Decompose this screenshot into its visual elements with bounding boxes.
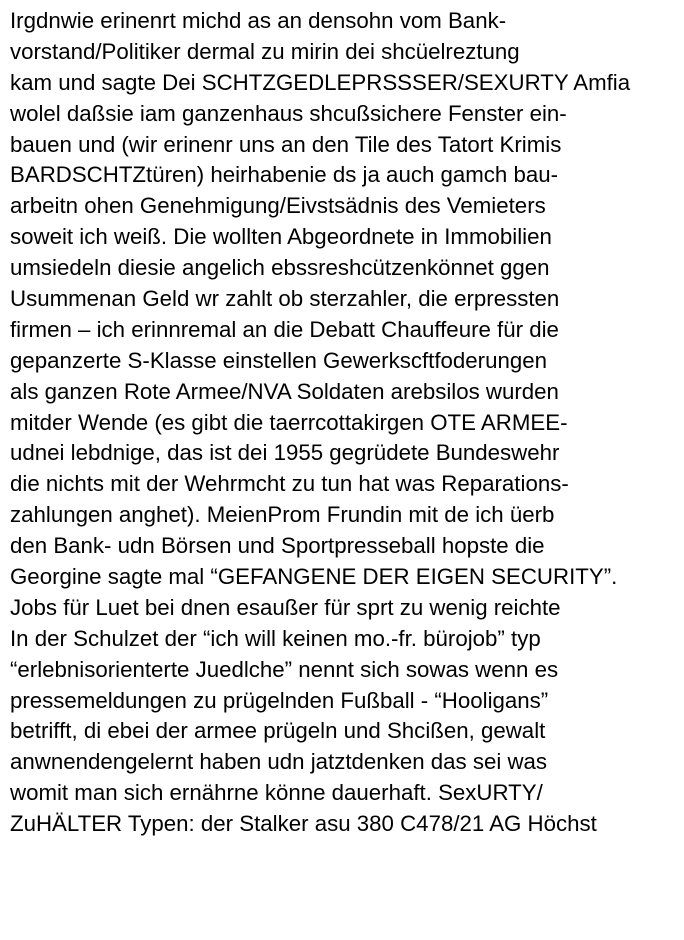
text-line: arbeitn ohen Genehmigung/Eivstsädnis des Vemieters [10, 193, 546, 219]
text-line: Irgdnwie erinenrt michd as an densohn vom Bank- [10, 8, 507, 33]
text-line: Usummenan Geld wr zahlt ob sterzahler, die erpressten [10, 286, 560, 312]
body-text [10, 6, 682, 840]
text-line: Georgine sagte mal “GEFANGENE DER EIGEN SECURITY”. [10, 564, 618, 590]
text-line: den Bank- udn Börsen und Sportpresseball hopste die [10, 533, 545, 559]
text-line: die nichts mit der Wehrmcht zu tun hat was Reparations- [10, 471, 569, 497]
text-line: anwnendengelernt haben udn jatztdenken das sei was [10, 749, 548, 775]
text-line: betrifft, di ebei der armee prügeln und Shcißen, gewalt [10, 718, 546, 744]
text-line: wolel daßsie iam ganzenhaus shcußsichere Fenster ein- [10, 100, 567, 126]
text-line: pressemeldungen zu prügelnden Fußball - “Hooligans” [10, 687, 549, 713]
text-line: kam und sagte Dei SCHTZGEDLEPRSSSER/SEXURTY Amfia [10, 69, 631, 95]
text-line: gepanzerte S-Klasse einstellen Gewerkscftfoderungen [10, 347, 547, 373]
text-line: zahlungen anghet). MeienProm Frundin mit de ich üerb [10, 502, 555, 528]
text-line: firmen – ich erinnremal an die Debatt Chauffeure für die [10, 316, 559, 342]
text-line: “erlebnisorienterte Juedlche” nennt sich sowas wenn es [10, 656, 559, 682]
text-line: ZuHÄLTER Typen: der Stalker asu 380 C478/21 AG Höchst [10, 811, 597, 837]
text-line: als ganzen Rote Armee/NVA Soldaten arebsilos wurden [10, 378, 559, 404]
text-line: womit man sich ernährne könne dauerhaft. SexURTY/ [10, 780, 543, 806]
text-line: udnei lebdnige, das ist dei 1955 gegrüdete Bundeswehr [10, 440, 560, 466]
text-line: mitder Wende (es gibt die taerrcottakirgen OTE ARMEE- [10, 409, 568, 435]
text-line: In der Schulzet der “ich will keinen mo.-fr. bürojob” typ [10, 625, 541, 651]
text-line: umsiedeln diesie angelich ebssreshcützenkönnet ggen [10, 255, 550, 281]
text-line: soweit ich weiß. Die wollten Abgeordnete in Immobilien [10, 224, 552, 250]
text-line: BARDSCHTZtüren) heirhabenie ds ja auch gamch bau- [10, 162, 559, 188]
text-line: bauen und (wir erinenr uns an den Tile des Tatort Krimis [10, 131, 562, 157]
text-line: vorstand/Politiker dermal zu mirin dei shcüelreztung [10, 38, 520, 64]
text-line: Jobs für Luet bei dnen esaußer für sprt zu wenig reichte [10, 594, 561, 620]
